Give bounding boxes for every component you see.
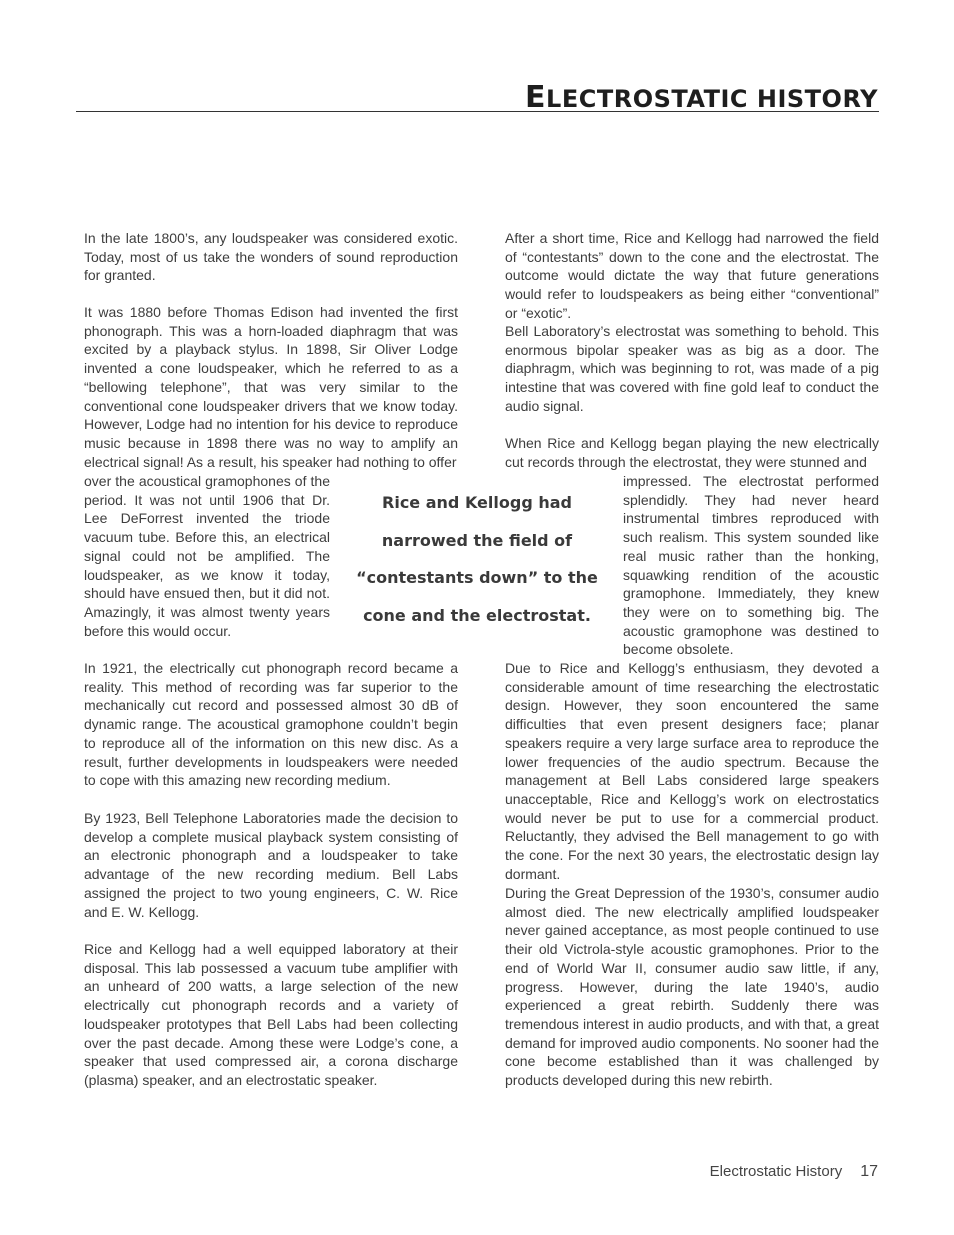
right-paragraph-2: Bell Laboratory’s electrostat was something to behold. This enormous bipolar speaker was as big as a door. The diaphragm, which was beginning to rot, was made of a pig intestine that was covered with fine gold leaf to conduct the audio signal. — [505, 323, 879, 414]
left-paragraph-5: Rice and Kellogg had a well equipped laboratory at their disposal. This lab possessed a vacuum tube amplifier with an unheard of 200 watts, a large selection of the new electrically cut phonograph records and a variety of loudspeaker prototypes that Bell Labs had been collecting over the past decade. Among these were Lodge’s cone, a speaker that used compressed air, a corona discharge (plasma) speaker, and an electrostatic speaker. — [84, 941, 458, 1088]
left-paragraph-2-wrap: over the acoustical gramophones of the period. It was not until 1906 that Dr. Lee DeForrest invented the triode vacuum tube. Before this, an electrical signal could not be amplified. The loudspeaker, as we know it today, should have ensued then, but it did not. Amazingly, it was almost twenty years before this would occur. — [84, 473, 330, 639]
right-paragraph-3-top: When Rice and Kellogg began playing the new electrically cut records through the electrostat, they were stunned and — [505, 435, 879, 470]
page-title — [525, 80, 878, 115]
left-paragraph-2-top: It was 1880 before Thomas Edison had invented the first phonograph. This was a horn-loaded diaphragm that was excited by a playback stylus. In 1898, Sir Oliver Lodge invented a cone loudspeaker, which he referred to as a “bellowing telephone”, that was very similar to the conventional cone loudspeaker drivers that we know today. However, Lodge had no intention for his device to reproduce music because in 1898 there was no way to amplify an electrical signal! As a result, his speaker had nothing to offer — [84, 304, 458, 470]
title-rule — [76, 111, 879, 112]
right-paragraph-3-wrap: impressed. The electrostat performed splendidly. They had never heard instrumental timbres reproduced with such realism. This system sounded like real music rather than the honking, squawking rendition of the acoustic gramophone. Immediately, they knew they were on to something big. The acoustic gramophone was destined to become obsolete. — [623, 473, 879, 658]
left-paragraph-1: In the late 1800’s, any loudspeaker was considered exotic. Today, most of us take the wonders of sound reproduction for granted. — [84, 230, 458, 284]
title-initial: E — [525, 80, 547, 115]
right-paragraph-1: After a short time, Rice and Kellogg had narrowed the field of “contestants” down to the cone and the electrostat. The outcome would dictate the way that future generations would refer to loudspeakers as being either “conventional” or “exotic”. — [505, 230, 879, 321]
pull-quote: Rice and Kellogg had narrowed the field of “contestants down” to the cone and the electrostat. — [356, 493, 598, 625]
left-paragraph-4: By 1923, Bell Telephone Laboratories made the decision to develop a complete musical playback system consisting of an electronic phonograph and a loudspeaker to take advantage of the new recording medium. Bell Labs assigned the project to two young engineers, C. W. Rice and E. W. Kellogg. — [84, 810, 458, 920]
left-paragraph-3: In 1921, the electrically cut phonograph record became a reality. This method of recording was far superior to the mechanically cut record and possessed almost 30 dB of dynamic range. The acoustical gramophone couldn’t begin to reproduce all of the information on this new disc. As a result, further developments in loudspeakers were needed to cope with this amazing new recording medium. — [84, 660, 458, 789]
page-footer — [710, 1163, 878, 1181]
title-rest: LECTROSTATIC HISTORY — [546, 85, 878, 113]
footer-section-title: Electrostatic History — [709, 1163, 843, 1180]
right-paragraph-4: Due to Rice and Kellogg’s enthusiasm, they devoted a considerable amount of time researching the electrostatic design. However, they soon encountered the same difficulties that even present designers face; planar speakers require a very large surface area to reproduce the lower frequencies of the audio spectrum. Because the management at Bell Labs considered large speakers unacceptable, Rice and Kellogg’s work on electrostatics would never be put to use for a commercial product. Reluctantly, they advised the Bell management to go with the cone. For the next 30 years, the electrostatic design lay dormant. — [505, 660, 879, 882]
page-number: 17 — [860, 1163, 878, 1180]
right-paragraph-5: During the Great Depression of the 1930’s, consumer audio almost died. The new electrically amplified loudspeaker never gained acceptance, as most people continued to use their old Victrola-style acoustic gramophones. Prior to the end of World War II, consumer audio saw little, if any, progress. However, during the late 1940’s, audio experienced a great rebirth. Suddenly there was tremendous interest in audio products, and with that, a great demand for improved audio components. No sooner had the cone become established than it was challenged by products developed during this new rebirth. — [505, 885, 879, 1089]
